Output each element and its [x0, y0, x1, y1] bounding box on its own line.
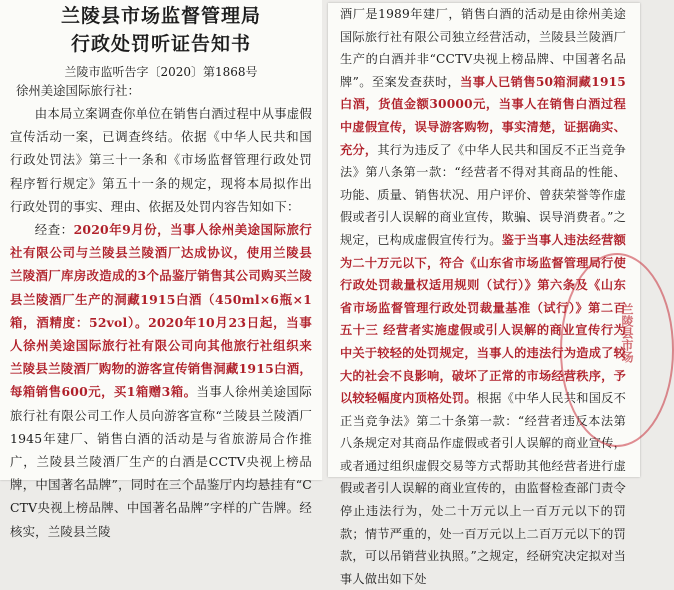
violation-text: 其行为违反了《中华人民共和国反不正当竞争法》第八条第一款：“经营者不得对其商品的性能、功能、质量、销售状况、用户评价、曾获荣誉等作虚假或者引人误解的商业宣传，欺骗、误导消费者。”之规定，已构成虚假宣传行为。: [340, 142, 626, 247]
facts-lead: 经查：: [34, 222, 74, 238]
sales-highlight: 当事人已销售50箱洞藏1915白酒，货值金额30000元，当事人在销售白酒过程中虚假宣传，误导游客购物，事实清楚，证据确实、充分，: [340, 74, 626, 157]
intro-paragraph: 由本局立案调查你单位在销售白酒过程中从事虚假宣传活动一案，已调查终结。依据《中华人民共和国行政处罚法》第三十一条和《市场监督管理行政处罚程序暂行规定》第五十一条的规定，现将本局拟作出行政处罚的事实、理由、依据及处罚内容告知如下：: [10, 106, 312, 214]
addressee: 徐州美途国际旅行社：: [16, 83, 140, 98]
continuation-text: 酒厂是1989年建厂，销售白酒的活动是由徐州美途国际旅行社有限公司独立经营活动，兰陵县兰陵酒厂生产的白酒并非“CCTV央视上榜品牌、中国著名品牌”。至案发查获时，: [340, 7, 626, 89]
facts-paragraph: [0, 218, 322, 543]
left-document-page: [0, 0, 322, 539]
document-title: 行政处罚听证告知书: [70, 33, 251, 55]
facts-highlight: 2020年9月份，当事人徐州美途国际旅行社有限公司与兰陵县兰陵酒厂达成协议，使用兰陵县兰陵酒厂库房改造成的3个品鉴厅销售其公司购买兰陵县兰陵酒厂生产的洞藏1915白酒（450ml×6瓶×1箱，酒精度：52vol）。2020年10月23日起，当事人徐州美途国际旅行社有限公司向其他旅行社组织来兰陵县兰陵酒厂购物的游客宣传销售洞藏1915白酒，每箱销售600元，买1箱赠3箱。: [10, 222, 312, 400]
penalty-basis-highlight: 鉴于当事人违法经营额为二十万元以下，符合《山东省市场监督管理局行使行政处罚裁量权适用规则（试行）》第六条及《山东省市场监督管理行政处罚裁量基准（试行）》第二百五十三 经营者实施虚假或引人误解的商业宣传行为中关于较轻的处罚规定，当事人的违法行为造成了较大的社会不良影响，破坏了正常的市场经营秩序，予以较轻幅度内顶格处罚。: [340, 232, 627, 406]
right-document-page: [328, 3, 640, 586]
facts-continued: 当事人徐州美途国际旅行社有限公司工作人员向游客宣称“兰陵县兰陵酒厂1945年建厂、销售白酒的活动是与省旅游局合作推广，兰陵县兰陵酒厂生产的白酒是CCTV央视上榜品牌，中国著名品牌”，同时在三个品鉴厅内均悬挂有“CCTV央视上榜品牌、中国著名品牌”字样的广告牌。经核实，兰陵县兰陵: [10, 384, 312, 539]
continuation-paragraph: [328, 3, 640, 590]
legal-basis-text: 根据《中华人民共和国反不正当竞争法》第二十条第一款：“经营者违反本法第八条规定对其商品作虚假或者引人误解的商业宣传，或者通过组织虚假交易等方式帮助其他经营者进行虚假或者引人误解的商业宣传的，由监督检查部门责令停止违法行为，处二十万元以上一百万元以下的罚款；情节严重的，处一百万元以上二百万元以下的罚款，可以吊销营业执照。”之规定，经研究决定拟对当事人做出如下处: [340, 391, 627, 586]
seal-text: 兰陵县市场: [620, 303, 634, 363]
issuer-title: 兰陵县市场监督管理局: [60, 5, 261, 27]
document-number: 兰陵市监听告字〔2020〕第1868号: [64, 65, 258, 79]
